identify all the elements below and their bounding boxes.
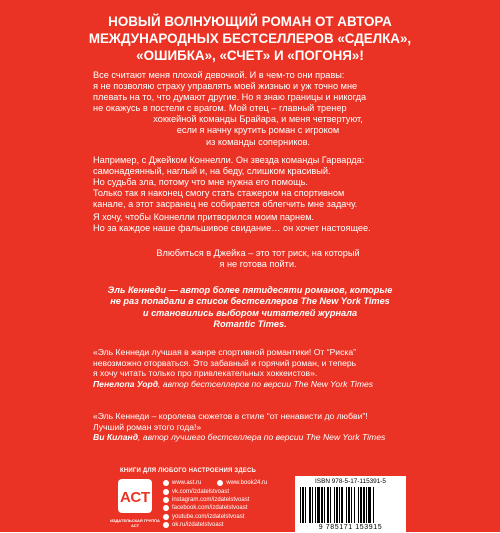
quote-credit: , автор бестселлеров по версии The New York Times [158,378,374,389]
barcode-bar [309,487,311,523]
barcode-bar [373,487,374,523]
link-item[interactable] [163,504,267,512]
headline-line: «ОШИБКА», «СЧЕТ» И «ПОГОНЯ»! [136,48,364,63]
quote-author: Ви Киланд [93,432,139,443]
link-item[interactable] [217,479,267,487]
text-line: Влюбиться в Джейка – это тот риск, на который [156,248,360,258]
ok-icon [163,522,169,528]
link-url: facebook.com/izdatelstvoast [172,505,248,512]
barcode [300,487,401,523]
quote-line: «Эль Кеннеди лучшая в жанре спортивной романтики! От “Риска” [93,347,356,357]
text-line: Я хочу, чтобы Коннелли притворился моим парнем. [93,212,315,222]
synopsis-paragraph-3 [93,212,423,234]
quote-line: невозможно оторваться. Это забавный и горячий роман, и теперь [93,357,357,368]
quote-attribution [93,379,403,390]
text-line: и становились выбором читателей журнала [142,307,358,318]
barcode-bar [312,487,313,523]
link-row [163,479,267,487]
logo-caption: ИЗДАТЕЛЬСКАЯ ГРУППА АСТ [110,518,160,528]
link-url: instagram.com/izdatelstvoast [172,496,250,503]
headline [40,13,460,64]
barcode-bar [348,487,350,523]
quote-attribution [93,432,403,443]
quote-credit: , автор лучшего бестселлера по версии The New York Times [138,432,386,443]
link-url: www.book24.ru [226,480,268,487]
vk-icon [163,489,169,495]
barcode-bar [339,487,340,523]
text-line: самонадеянный, наглый и, на беду, слишком красивый. [93,166,331,177]
text-line: Например, с Джейком Коннелли. Он звезда команды Гарварда: [93,155,365,165]
barcode-bar [368,487,371,523]
globe-icon [217,480,223,486]
text-line: плевать на то, что думают другие. Но я знаю границы и никогда [93,92,367,103]
barcode-bar [300,487,301,523]
text-line: хоккейной команды Брайара, и меня четвертуют, [153,114,363,125]
text-line: если я начну крутить роман с игроком [176,125,340,136]
text-line: не раз попадали в список бестселлеров The New York Times [110,296,390,307]
text-line: Но судьба зла, потому что мне нужна его помощь. [93,177,308,188]
barcode-bar [315,487,316,523]
headline-line: НОВЫЙ ВОЛНУЮЩИЙ РОМАН ОТ АВТОРА [108,14,392,29]
barcode-bar [327,487,329,523]
about-author [60,285,440,330]
footer [0,467,500,532]
synopsis-paragraph-4 [93,248,423,270]
barcode-number: 9 785171 153915 [318,524,383,531]
link-item[interactable] [163,521,267,529]
quote-author: Пенелопа Уорд [93,378,159,389]
link-url: vk.com/izdatelstvoast [172,488,230,495]
link-url: ok.ru/izdatelstvoast [172,522,224,529]
barcode-bar [317,487,320,523]
text-line: Romantic Times. [213,318,287,329]
link-item[interactable] [163,513,267,521]
barcode-bar [330,487,331,523]
publisher-links [163,479,267,529]
barcode-bar [354,487,355,523]
text-line: я не готова пойти. [219,259,297,270]
barcode-bar [324,487,325,523]
link-item[interactable] [163,487,267,495]
youtube-icon [163,514,169,520]
barcode-bar [363,487,365,523]
barcode-bar [341,487,343,523]
instagram-icon [163,497,169,503]
barcode-bar [366,487,367,523]
link-url: www.ast.ru [172,480,202,487]
barcode-bar [302,487,304,523]
text-line: Все считают меня плохой девочкой. И в чем-то они правы: [93,70,345,80]
synopsis-paragraph-1 [93,70,423,148]
link-item[interactable] [163,479,201,487]
text-line: из команды соперников. [205,136,311,147]
barcode-bar [334,487,335,523]
logo-text: АСТ [119,489,151,506]
barcode-bar [336,487,338,523]
link-url: youtube.com/izdatelstvoast [172,513,245,520]
review-quote-1 [93,347,403,389]
publisher-logo [118,479,152,513]
headline-line: МЕЖДУНАРОДНЫХ БЕСТСЕЛЛЕРОВ «СДЕЛКА», [88,31,412,46]
barcode-bar [351,487,352,523]
quote-line: я хочу читать только про привлекательных хоккеистов». [93,368,318,379]
barcode-bar [346,487,347,523]
barcode-bar [305,487,306,523]
facebook-icon [163,505,169,511]
review-quote-2 [93,411,403,443]
text-line: Только так я наконец смогу стать стажером на спортивном [93,188,345,199]
text-line: канале, а этот засранец не собирается облегчить мне задачу. [93,199,358,210]
barcode-bar [360,487,362,523]
text-line: Но за каждое наше фальшивое свидание… он хочет настоящее. [93,223,371,234]
text-line: Эль Кеннеди — автор более пятидесяти романов, которые [107,285,393,295]
quote-line: Лучший роман этого года!» [93,421,202,432]
quote-line: «Эль Кеннеди – королева сюжетов в стиле “от ненависти до любви”! [93,411,368,421]
publisher-slogan: КНИГИ ДЛЯ ЛЮБОГО НАСТРОЕНИЯ ЗДЕСЬ [120,468,257,474]
isbn: ISBN 978-5-17-115391-5 [315,478,386,485]
barcode-bar [321,487,323,523]
synopsis-paragraph-2 [93,155,423,210]
text-line: не окажусь в постели с врагом. Мой отец – главный тренер [93,103,347,114]
barcode-bar [358,487,359,523]
globe-icon [163,480,169,486]
link-item[interactable] [163,496,267,504]
text-line: я не позволяю страху управлять моей жизнью и уж точно мне [93,81,358,92]
barcode-block [295,476,406,533]
